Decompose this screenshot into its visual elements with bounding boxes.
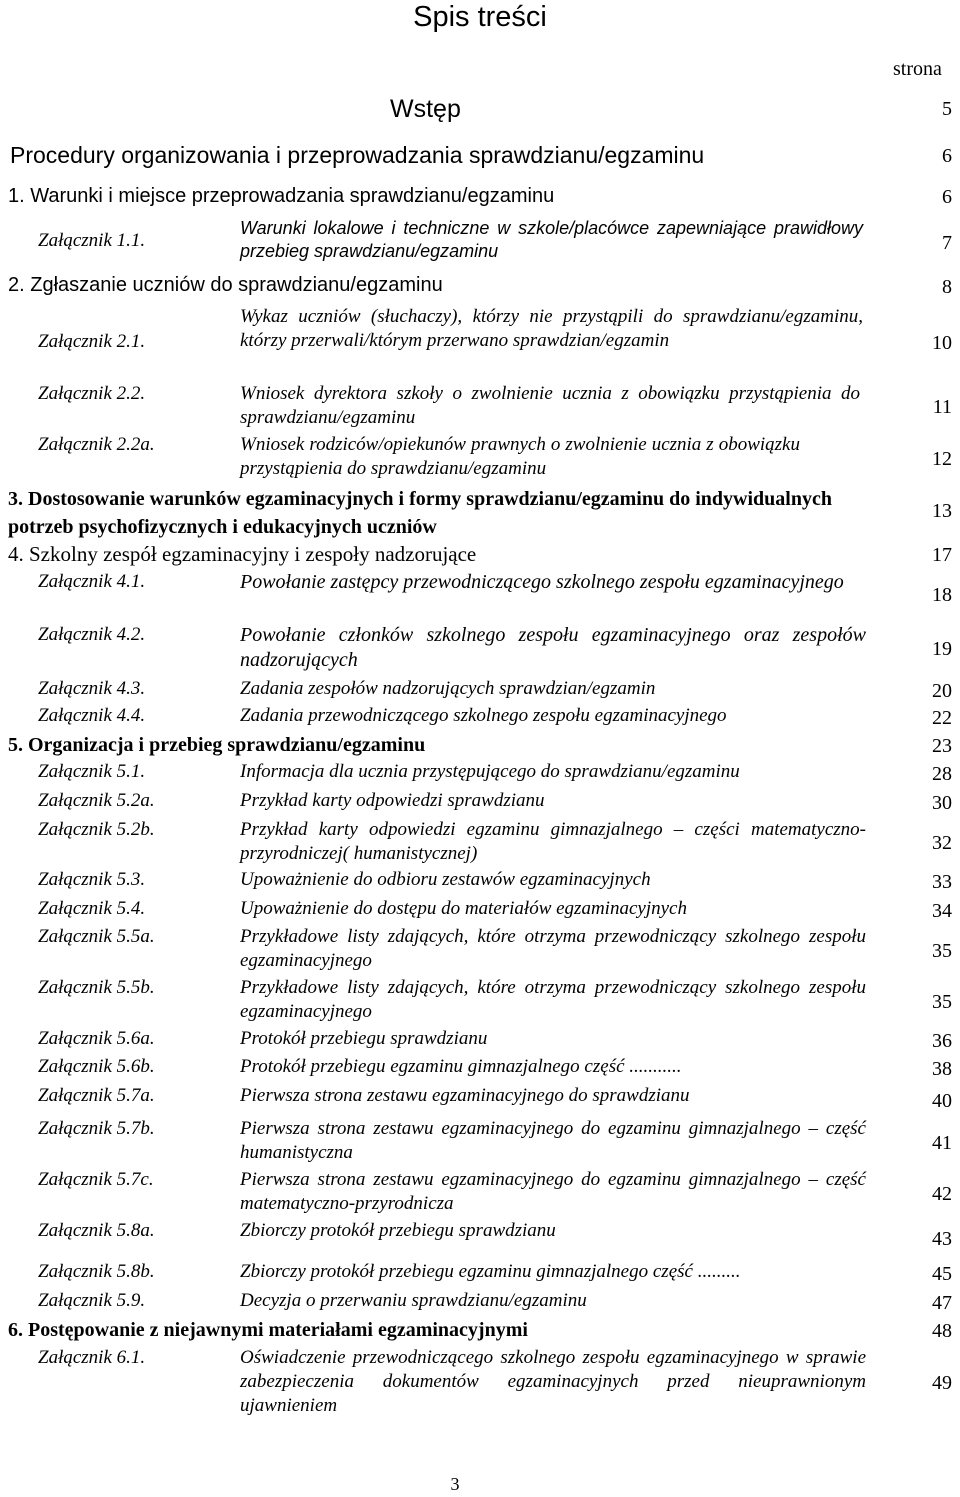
attachment-label: Załącznik 4.2. (38, 624, 146, 645)
section-title: Organizacja i przebieg sprawdzianu/egzaminu (28, 734, 426, 756)
attachment-label: Załącznik 6.1. (38, 1347, 146, 1368)
section-number: 5. (8, 734, 23, 756)
toc-procedures-label[interactable]: Procedury organizowania i przeprowadzania sprawdzianu/egzaminu (10, 142, 705, 168)
attachment-title[interactable]: Protokół przebiegu sprawdzianu (240, 1028, 488, 1049)
attachment-title[interactable]: Przykład karty odpowiedzi sprawdzianu (240, 790, 545, 811)
attachment-title[interactable]: Wniosek rodziców/opiekunów prawnych o zwolnienie ucznia z obowiązku przystąpienia do sprawdzianu/egzaminu (240, 434, 800, 479)
attachment-title[interactable]: Pierwsza strona zestawu egzaminacyjnego do sprawdzianu (240, 1085, 690, 1106)
attachment-label: Załącznik 2.1. (38, 331, 146, 352)
attachment-title[interactable]: Przykładowe listy zdających, które otrzyma przewodniczący szkolnego zespołu egzaminacyjnego (240, 926, 866, 971)
toc-intro-label[interactable]: Wstęp (390, 95, 461, 123)
toc-section-6[interactable] (8, 1317, 528, 1343)
attachment-page: 22 (932, 707, 952, 729)
toc-section-2-page: 8 (942, 276, 952, 298)
toc-section-1[interactable] (8, 183, 554, 209)
attachment-page: 19 (932, 638, 952, 660)
attachment-title[interactable]: Decyzja o przerwaniu sprawdzianu/egzaminu (240, 1290, 587, 1311)
attachment-label: Załącznik 2.2. (38, 383, 146, 404)
attachment-label: Załącznik 2.2a. (38, 434, 155, 455)
attachment-label: Załącznik 5.7b. (38, 1118, 155, 1139)
attachment-label: Załącznik 4.3. (38, 678, 146, 699)
toc-procedures-page: 6 (942, 145, 952, 167)
attachment-title[interactable]: Powołanie zastępcy przewodniczącego szkolnego zespołu egzaminacyjnego (240, 571, 844, 593)
attachment-title[interactable]: Wniosek dyrektora szkoły o zwolnienie ucznia z obowiązku przystąpienia do sprawdzianu/egzaminu (240, 383, 860, 428)
attachment-label: Załącznik 5.5a. (38, 926, 155, 947)
attachment-page: 40 (932, 1090, 952, 1112)
section-title: Postępowanie z niejawnymi materiałami egzaminacyjnymi (28, 1319, 528, 1341)
attachment-title[interactable]: Zadania przewodniczącego szkolnego zespołu egzaminacyjnego (240, 705, 727, 726)
toc-section-4[interactable] (8, 541, 476, 567)
attachment-label: Załącznik 5.6b. (38, 1056, 155, 1077)
page-column-header: strona (893, 58, 942, 80)
attachment-label: Załącznik 5.2a. (38, 790, 155, 811)
attachment-page: 49 (932, 1372, 952, 1394)
attachment-label: Załącznik 5.3. (38, 869, 146, 890)
attachment-title[interactable]: Pierwsza strona zestawu egzaminacyjnego do egzaminu gimnazjalnego – część matematyczno-przyrodnicza (240, 1169, 866, 1214)
toc-section-6-page: 48 (932, 1320, 952, 1342)
attachment-label: Załącznik 5.2b. (38, 819, 155, 840)
attachment-title[interactable]: Zbiorczy protokół przebiegu egzaminu gimnazjalnego część ......... (240, 1261, 741, 1282)
attachment-page: 11 (932, 396, 952, 418)
section-title: Dostosowanie warunków egzaminacyjnych i formy sprawdzianu/egzaminu do indywidualnych potrzeb psychofizycznych i edukacyjnych uczniów (8, 488, 832, 538)
attachment-label: Załącznik 4.1. (38, 571, 146, 592)
attachment-label: Załącznik 5.7c. (38, 1169, 154, 1190)
toc-section-4-page: 17 (932, 544, 952, 566)
attachment-page: 33 (932, 871, 952, 893)
attachment-page: 42 (932, 1183, 952, 1205)
attachment-label: Załącznik 5.9. (38, 1290, 146, 1311)
attachment-label: Załącznik 5.8a. (38, 1220, 155, 1241)
attachment-label: Załącznik 4.4. (38, 705, 146, 726)
attachment-title[interactable]: Protokół przebiegu egzaminu gimnazjalnego część ........... (240, 1056, 682, 1077)
attachment-page: 47 (932, 1292, 952, 1314)
attachment-title[interactable]: Oświadczenie przewodniczącego szkolnego zespołu egzaminacyjnego w sprawie zabezpieczenia dokumentów egzaminacyjnych przed nieuprawnionym ujawnieniem (240, 1347, 866, 1416)
toc-section-1-page: 6 (942, 186, 952, 208)
section-number: 1. (8, 185, 25, 207)
attachment-page: 34 (932, 900, 952, 922)
attachment-title[interactable]: Zadania zespołów nadzorujących sprawdzian/egzamin (240, 678, 656, 699)
attachment-page: 32 (932, 832, 952, 854)
section-number: 6. (8, 1319, 23, 1341)
page-number: 3 (450, 1474, 460, 1494)
attachment-label: Załącznik 5.5b. (38, 977, 155, 998)
attachment-page: 41 (932, 1132, 952, 1154)
attachment-title[interactable]: Warunki lokalowe i techniczne w szkole/placówce zapewniające prawidłowy przebieg sprawdzianu/egzaminu (240, 218, 863, 261)
attachment-page: 35 (932, 991, 952, 1013)
attachment-label: Załącznik 1.1. (38, 230, 146, 251)
attachment-title[interactable]: Przykład karty odpowiedzi egzaminu gimnazjalnego – części matematyczno-przyrodniczej( humanistycznej) (240, 819, 866, 864)
attachment-title[interactable]: Przykładowe listy zdających, które otrzyma przewodniczący szkolnego zespołu egzaminacyjnego (240, 977, 866, 1022)
attachment-page: 35 (932, 940, 952, 962)
toc-section-2[interactable] (8, 272, 443, 298)
attachment-title[interactable]: Upoważnienie do dostępu do materiałów egzaminacyjnych (240, 898, 687, 919)
attachment-page: 10 (932, 332, 952, 354)
attachment-title[interactable]: Upoważnienie do odbioru zestawów egzaminacyjnych (240, 869, 651, 890)
attachment-label: Załącznik 5.1. (38, 761, 146, 782)
attachment-page: 28 (932, 763, 952, 785)
attachment-page: 12 (932, 448, 952, 470)
page-title: Spis treści (413, 1, 547, 33)
section-title: Zgłaszanie uczniów do sprawdzianu/egzaminu (30, 274, 443, 296)
section-title: Szkolny zespół egzaminacyjny i zespoły nadzorujące (29, 542, 477, 566)
section-title: Warunki i miejsce przeprowadzania sprawdzianu/egzaminu (30, 185, 555, 207)
toc-section-3-page: 13 (932, 500, 952, 522)
attachment-page: 36 (932, 1030, 952, 1052)
toc-section-5-page: 23 (932, 735, 952, 757)
toc-intro-page: 5 (942, 98, 952, 120)
attachment-page: 7 (942, 232, 952, 254)
section-number: 4. (8, 542, 24, 566)
attachment-page: 45 (932, 1263, 952, 1285)
attachment-label: Załącznik 5.8b. (38, 1261, 155, 1282)
attachment-page: 38 (932, 1058, 952, 1080)
attachment-page: 18 (932, 584, 952, 606)
attachment-title[interactable]: Zbiorczy protokół przebiegu sprawdzianu (240, 1220, 556, 1241)
attachment-title[interactable]: Informacja dla ucznia przystępującego do sprawdzianu/egzaminu (240, 761, 740, 782)
toc-section-5[interactable] (8, 732, 425, 758)
attachment-page: 30 (932, 792, 952, 814)
attachment-page: 43 (932, 1228, 952, 1250)
attachment-label: Załącznik 5.7a. (38, 1085, 155, 1106)
attachment-title[interactable]: Pierwsza strona zestawu egzaminacyjnego do egzaminu gimnazjalnego – część humanistyczna (240, 1118, 866, 1163)
attachment-title[interactable]: Powołanie członków szkolnego zespołu egzaminacyjnego oraz zespołów nadzorujących (240, 624, 866, 671)
toc-section-3[interactable] (8, 485, 858, 541)
section-number: 2. (8, 274, 25, 296)
attachment-label: Załącznik 5.6a. (38, 1028, 155, 1049)
section-number: 3. (8, 488, 23, 510)
attachment-label: Załącznik 5.4. (38, 898, 146, 919)
attachment-title[interactable]: Wykaz uczniów (słuchaczy), którzy nie przystąpili do sprawdzianu/egzaminu, którzy przerwali/którym przerwano sprawdzian/egzamin (240, 306, 863, 351)
attachment-page: 20 (932, 680, 952, 702)
